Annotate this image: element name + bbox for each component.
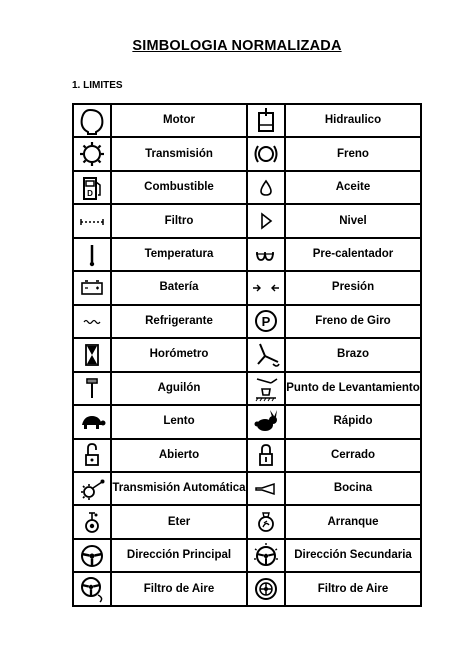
symbol-cell-left [73, 539, 111, 572]
table-row [73, 171, 421, 204]
table-row [73, 338, 421, 371]
symbol-cell-left [73, 372, 111, 405]
section-heading: 1. LIMITES [72, 80, 123, 91]
symbol-label-right: Dirección Secundaria [285, 539, 421, 572]
table-row [73, 505, 421, 538]
symbol-cell-right [247, 405, 285, 438]
symbol-label-right: Filtro de Aire [285, 572, 421, 606]
transmission-icon [78, 139, 106, 169]
coolant-wave-icon [78, 306, 106, 336]
symbol-label-left: Filtro de Aire [111, 572, 247, 606]
table-row [73, 572, 421, 606]
motor-icon [78, 106, 106, 136]
steering-wheel-icon [78, 541, 106, 571]
symbol-label-right: Rápido [285, 405, 421, 438]
symbol-cell-right [247, 338, 285, 371]
preheat-coil-icon [252, 240, 280, 270]
symbol-label-right: Freno [285, 137, 421, 170]
table-row [73, 137, 421, 170]
symbol-cell-right [247, 238, 285, 271]
symbol-cell-left [73, 439, 111, 472]
lift-point-icon [252, 373, 280, 403]
symbol-label-right: Freno de Giro [285, 305, 421, 338]
hydraulic-icon [252, 106, 280, 136]
arm-icon [252, 340, 280, 370]
table-row [73, 472, 421, 505]
symbol-cell-left [73, 171, 111, 204]
thermometer-icon [78, 240, 106, 270]
symbol-cell-right [247, 305, 285, 338]
table-row [73, 439, 421, 472]
symbol-cell-left [73, 271, 111, 304]
symbol-cell-right [247, 505, 285, 538]
closed-padlock-icon [252, 440, 280, 470]
symbol-cell-left [73, 104, 111, 137]
symbol-cell-right [247, 171, 285, 204]
symbol-cell-right [247, 439, 285, 472]
air-filter-icon [252, 574, 280, 604]
table-row [73, 204, 421, 237]
symbol-label-right: Punto de Levantamiento [285, 372, 421, 405]
symbol-label-right: Aceite [285, 171, 421, 204]
parking-brake-icon [252, 306, 280, 336]
symbol-cell-right [247, 372, 285, 405]
level-icon [252, 206, 280, 236]
symbol-cell-right [247, 539, 285, 572]
fuel-pump-icon [78, 173, 106, 203]
hourglass-icon [78, 340, 106, 370]
svg-text:P: P [261, 314, 271, 330]
steering-filter-icon [78, 574, 106, 604]
symbol-label-right: Hidraulico [285, 104, 421, 137]
symbol-cell-left [73, 238, 111, 271]
table-row [73, 104, 421, 137]
symbol-label-left: Batería [111, 271, 247, 304]
symbol-cell-right [247, 204, 285, 237]
table-row [73, 539, 421, 572]
pressure-arrows-icon [252, 273, 280, 303]
turtle-icon [78, 407, 106, 437]
symbol-label-left: Refrigerante [111, 305, 247, 338]
table-row [73, 271, 421, 304]
filter-icon [78, 206, 106, 236]
symbol-label-right: Cerrado [285, 439, 421, 472]
symbol-label-right: Arranque [285, 505, 421, 538]
symbol-cell-right [247, 472, 285, 505]
symbol-cell-left [73, 305, 111, 338]
symbol-label-left: Abierto [111, 439, 247, 472]
symbol-cell-left [73, 405, 111, 438]
symbol-label-left: Horómetro [111, 338, 247, 371]
symbol-cell-right [247, 104, 285, 137]
symbol-cell-left [73, 572, 111, 606]
svg-text:D: D [87, 188, 93, 198]
symbol-label-left: Eter [111, 505, 247, 538]
symbol-label-left: Aguilón [111, 372, 247, 405]
symbol-label-left: Transmisión Automática [111, 472, 247, 505]
open-padlock-icon [78, 440, 106, 470]
symbol-label-right: Presión [285, 271, 421, 304]
table-row [73, 372, 421, 405]
oil-drop-icon [252, 173, 280, 203]
symbol-label-left: Combustible [111, 171, 247, 204]
rabbit-icon [252, 407, 280, 437]
starter-icon [252, 507, 280, 537]
table-row [73, 238, 421, 271]
symbol-cell-right [247, 271, 285, 304]
symbol-label-left: Filtro [111, 204, 247, 237]
symbol-cell-left [73, 137, 111, 170]
symbol-table-body [73, 104, 421, 606]
brake-icon [252, 139, 280, 169]
battery-icon [78, 273, 106, 303]
secondary-steering-icon [252, 541, 280, 571]
symbol-label-right: Bocina [285, 472, 421, 505]
page-title: SIMBOLOGIA NORMALIZADA [132, 38, 342, 54]
symbol-label-left: Transmisión [111, 137, 247, 170]
symbol-label-left: Motor [111, 104, 247, 137]
symbol-cell-left [73, 472, 111, 505]
symbol-cell-left [73, 338, 111, 371]
symbol-table [72, 103, 422, 607]
symbol-label-left: Lento [111, 405, 247, 438]
symbol-cell-right [247, 572, 285, 606]
symbol-cell-right [247, 137, 285, 170]
horn-icon [252, 474, 280, 504]
auto-transmission-icon [78, 474, 106, 504]
symbol-cell-left [73, 505, 111, 538]
symbol-label-left: Dirección Principal [111, 539, 247, 572]
symbol-label-right: Pre-calentador [285, 238, 421, 271]
symbol-cell-left [73, 204, 111, 237]
symbol-label-left: Temperatura [111, 238, 247, 271]
symbol-label-right: Nivel [285, 204, 421, 237]
table-row [73, 405, 421, 438]
symbol-label-right: Brazo [285, 338, 421, 371]
boom-icon [78, 373, 106, 403]
table-row [73, 305, 421, 338]
ether-icon [78, 507, 106, 537]
